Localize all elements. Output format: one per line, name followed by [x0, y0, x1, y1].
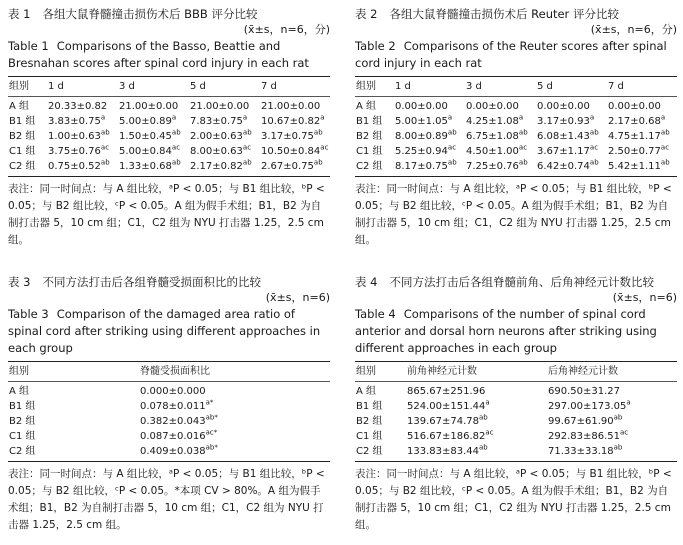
value-cell — [465, 114, 536, 129]
table-2-cn-heading — [355, 6, 677, 22]
column-header: 组别 — [356, 366, 376, 377]
value-cell — [607, 144, 677, 159]
value-cell — [260, 144, 330, 159]
cell-value: 3.17±0.75 — [261, 131, 314, 142]
value-cell — [547, 429, 677, 444]
significance-marker: a — [242, 113, 248, 122]
table-1-cn-heading — [8, 6, 330, 22]
significance-marker: ab — [660, 128, 670, 137]
value-cell — [118, 114, 189, 129]
value-cell — [118, 159, 189, 177]
table-4-note: 表注：同一时间点：与 A 组比较，ᵃP < 0.05；与 B1 组比较，ᵇP < 0.05；与 B2 组比较，ᶜP < 0.05。A 组为假手术组；B1，B2 为自制打击器 5，10 cm 组；C1，C2 组为 NYU 打击器 1.25，2.5 cm 组。 — [355, 468, 672, 531]
table-3-panel — [8, 274, 330, 534]
group-cell: C2 组 — [9, 161, 36, 172]
cell-value: 0.087±0.016 — [140, 431, 206, 442]
cell-value: 3.75±0.76 — [48, 146, 101, 157]
group-cell: A 组 — [356, 101, 377, 112]
significance-marker: ac — [485, 428, 494, 437]
value-cell — [465, 97, 536, 115]
value-cell — [607, 159, 677, 177]
table-4 — [355, 361, 677, 462]
significance-marker: a — [626, 398, 631, 407]
group-cell: B2 组 — [356, 416, 383, 427]
column-header: 3 d — [466, 81, 482, 92]
value-cell — [406, 382, 547, 400]
value-cell — [406, 399, 547, 414]
cell-value: 2.17±0.82 — [190, 161, 243, 172]
group-cell: C2 组 — [356, 446, 383, 457]
table-row — [355, 429, 677, 444]
table-4-cn-number: 表 4 — [355, 275, 378, 289]
value-cell — [118, 129, 189, 144]
column-header: 1 d — [395, 81, 411, 92]
cell-value: 690.50±31.27 — [548, 386, 620, 397]
table-row — [355, 129, 677, 144]
cell-value: 5.42±1.11 — [608, 161, 661, 172]
table-header-row — [8, 362, 330, 382]
table-2-en-title: Comparisons of the Reuter scores after spinal cord injury in each rat — [355, 39, 667, 70]
table-2 — [355, 76, 677, 177]
significance-marker: ab — [613, 443, 623, 452]
table-row — [355, 444, 677, 462]
cell-value: 292.83±86.51 — [548, 431, 620, 442]
significance-marker: ab — [100, 128, 110, 137]
significance-marker: ab* — [205, 413, 218, 422]
significance-marker: ab* — [205, 443, 218, 452]
value-cell — [139, 429, 330, 444]
cell-value: 6.42±0.74 — [537, 161, 590, 172]
group-cell: B1 组 — [9, 401, 36, 412]
table-3-cn-heading — [8, 274, 330, 290]
value-cell — [406, 444, 547, 462]
value-cell — [139, 382, 330, 400]
group-cell: C2 组 — [9, 446, 36, 457]
group-cell: C1 组 — [356, 431, 383, 442]
cell-value: 2.17±0.68 — [608, 116, 661, 127]
significance-marker: ac — [589, 143, 599, 152]
column-header: 3 d — [119, 81, 135, 92]
value-cell — [536, 129, 607, 144]
value-cell — [547, 399, 677, 414]
table-row — [8, 97, 330, 115]
significance-marker: a — [660, 113, 666, 122]
group-cell: B1 组 — [356, 401, 383, 412]
cell-value: 297.00±173.05 — [548, 401, 627, 412]
cell-value: 2.00±0.63 — [190, 131, 243, 142]
cell-value: 71.33±33.18 — [548, 446, 614, 457]
table-4-stat-label: (x̄±s，n=6) — [612, 291, 677, 304]
significance-marker: ac — [100, 143, 110, 152]
group-cell: B1 组 — [9, 116, 36, 127]
value-cell — [189, 129, 260, 144]
value-cell — [547, 382, 677, 400]
table-row — [8, 114, 330, 129]
column-header: 组别 — [9, 366, 29, 377]
table-row — [355, 159, 677, 177]
cell-value: 5.00±0.89 — [119, 116, 172, 127]
cell-value: 2.50±0.77 — [608, 146, 661, 157]
cell-value: 4.50±1.00 — [466, 146, 519, 157]
group-cell: C1 组 — [356, 146, 383, 157]
column-header: 5 d — [190, 81, 206, 92]
cell-value: 0.409±0.038 — [140, 446, 206, 457]
significance-marker: ab — [589, 128, 599, 137]
value-cell — [47, 144, 118, 159]
cell-value: 20.33±0.82 — [48, 101, 108, 112]
significance-marker: a — [320, 113, 325, 122]
cell-value: 0.382±0.043 — [140, 416, 206, 427]
cell-value: 0.00±0.00 — [537, 101, 590, 112]
value-cell — [260, 114, 330, 129]
value-cell — [536, 97, 607, 115]
cell-value: 4.75±1.17 — [608, 131, 661, 142]
value-cell — [394, 159, 465, 177]
significance-marker: ac — [660, 143, 670, 152]
significance-marker: a* — [205, 398, 214, 407]
cell-value: 133.83±83.44 — [407, 446, 479, 457]
cell-value: 1.33±0.68 — [119, 161, 172, 172]
significance-marker: ab — [518, 128, 528, 137]
table-row — [8, 399, 330, 414]
table-2-en-number: Table 2 — [355, 39, 396, 53]
column-header: 组别 — [9, 81, 29, 92]
significance-marker: ab — [242, 158, 252, 167]
table-row — [355, 399, 677, 414]
significance-marker: ab — [171, 128, 181, 137]
group-cell: B1 组 — [356, 116, 383, 127]
cell-value: 5.00±1.05 — [395, 116, 448, 127]
value-cell — [139, 399, 330, 414]
table-header-row — [8, 77, 330, 97]
significance-marker: ab — [660, 158, 670, 167]
column-header: 7 d — [261, 81, 277, 92]
value-cell — [47, 114, 118, 129]
table-row — [355, 414, 677, 429]
table-4-cn-title: 不同方法打击后各组脊髓前角、后角神经元计数比较 — [389, 275, 654, 289]
value-cell — [465, 159, 536, 177]
value-cell — [607, 129, 677, 144]
cell-value: 4.25±1.08 — [466, 116, 519, 127]
table-3 — [8, 361, 330, 462]
table-3-cn-title: 不同方法打击后各组脊髓受损面积比的比较 — [42, 275, 261, 289]
value-cell — [547, 414, 677, 429]
cell-value: 3.17±0.93 — [537, 116, 590, 127]
significance-marker: ac — [447, 143, 457, 152]
significance-marker: ac — [171, 143, 181, 152]
significance-marker: ac* — [205, 428, 218, 437]
value-cell — [394, 97, 465, 115]
cell-value: 0.00±0.00 — [608, 101, 661, 112]
group-cell: C1 组 — [9, 431, 36, 442]
value-cell — [189, 97, 260, 115]
table-3-cn-number: 表 3 — [8, 275, 31, 289]
table-2-cn-number: 表 2 — [355, 7, 378, 21]
significance-marker: ab — [613, 413, 623, 422]
cell-value: 8.00±0.63 — [190, 146, 243, 157]
table-row — [8, 159, 330, 177]
cell-value: 3.83±0.75 — [48, 116, 101, 127]
cell-value: 0.00±0.00 — [395, 101, 448, 112]
cell-value: 8.17±0.75 — [395, 161, 448, 172]
column-header: 脊髓受损面积比 — [140, 366, 210, 377]
table-2-panel — [355, 6, 677, 249]
cell-value: 1.50±0.45 — [119, 131, 172, 142]
table-row — [355, 114, 677, 129]
value-cell — [139, 444, 330, 462]
table-row — [355, 144, 677, 159]
value-cell — [260, 97, 330, 115]
table-1 — [8, 76, 330, 177]
value-cell — [607, 97, 677, 115]
table-3-en-title: Comparison of the damaged area ratio of spinal cord after striking using different approaches in each group — [8, 307, 321, 355]
significance-marker: ab — [313, 158, 323, 167]
value-cell — [607, 114, 677, 129]
table-1-panel — [8, 6, 330, 249]
value-cell — [260, 159, 330, 177]
value-cell — [547, 444, 677, 462]
cell-value: 5.00±0.84 — [119, 146, 172, 157]
value-cell — [536, 114, 607, 129]
cell-value: 1.00±0.63 — [48, 131, 101, 142]
significance-marker: ac — [518, 143, 528, 152]
group-cell: A 组 — [9, 386, 30, 397]
table-row — [8, 144, 330, 159]
cell-value: 0.078±0.011 — [140, 401, 206, 412]
significance-marker: ab — [447, 158, 457, 167]
table-1-note: 表注：同一时间点：与 A 组比较，ᵃP < 0.05；与 B1 组比较，ᵇP < 0.05；与 B2 组比较，ᶜP < 0.05。A 组为假手术组；B1，B2 为自制打击器 5，10 cm 组；C1，C2 组为 NYU 打击器 1.25，2.5 cm 组。 — [8, 183, 325, 246]
cell-value: 7.25±0.76 — [466, 161, 519, 172]
value-cell — [47, 159, 118, 177]
column-header: 前角神经元计数 — [407, 366, 477, 377]
cell-value: 0.000±0.000 — [140, 386, 206, 397]
cell-value: 865.67±251.96 — [407, 386, 486, 397]
table-1-cn-title: 各组大鼠脊髓撞击损伤术后 BBB 评分比较 — [42, 7, 258, 21]
group-cell: A 组 — [356, 386, 377, 397]
cell-value: 21.00±0.00 — [261, 101, 321, 112]
group-cell: B2 组 — [9, 416, 36, 427]
value-cell — [47, 129, 118, 144]
value-cell — [189, 144, 260, 159]
table-3-stat-label: (x̄±s，n=6) — [265, 291, 330, 304]
cell-value: 6.75±1.08 — [466, 131, 519, 142]
cell-value: 5.25±0.94 — [395, 146, 448, 157]
table-row — [355, 382, 677, 400]
significance-marker: a — [447, 113, 453, 122]
cell-value: 21.00±0.00 — [119, 101, 179, 112]
group-cell: A 组 — [9, 101, 30, 112]
table-row — [355, 97, 677, 115]
cell-value: 10.50±0.84 — [261, 146, 321, 157]
table-1-cn-number: 表 1 — [8, 7, 31, 21]
significance-marker: ab — [447, 128, 457, 137]
column-header: 后角神经元计数 — [548, 366, 618, 377]
significance-marker: ac — [242, 143, 252, 152]
group-cell: B2 组 — [9, 131, 36, 142]
table-1-stat-label: (x̄±s，n=6，分) — [243, 23, 330, 36]
significance-marker: ab — [100, 158, 110, 167]
table-header-row — [355, 77, 677, 97]
cell-value: 139.67±74.78 — [407, 416, 479, 427]
significance-marker: ab — [479, 443, 488, 452]
group-cell: B2 组 — [356, 131, 383, 142]
cell-value: 3.67±1.17 — [537, 146, 590, 157]
table-3-en-number: Table 3 — [8, 307, 49, 321]
cell-value: 7.83±0.75 — [190, 116, 243, 127]
table-2-stat-label: (x̄±s，n=6，分) — [590, 23, 677, 36]
cell-value: 516.67±186.82 — [407, 431, 486, 442]
significance-marker: ab — [518, 158, 528, 167]
significance-marker: a — [485, 398, 490, 407]
column-header: 5 d — [537, 81, 553, 92]
value-cell — [406, 414, 547, 429]
significance-marker: ab — [479, 413, 488, 422]
column-header: 1 d — [48, 81, 64, 92]
cell-value: 8.00±0.89 — [395, 131, 448, 142]
table-header-row — [355, 362, 677, 382]
value-cell — [465, 144, 536, 159]
cell-value: 2.67±0.75 — [261, 161, 314, 172]
value-cell — [394, 114, 465, 129]
significance-marker: a — [171, 113, 177, 122]
table-row — [8, 429, 330, 444]
value-cell — [394, 144, 465, 159]
group-cell: C2 组 — [356, 161, 383, 172]
value-cell — [139, 414, 330, 429]
value-cell — [536, 159, 607, 177]
table-4-cn-heading — [355, 274, 677, 290]
column-header: 7 d — [608, 81, 624, 92]
table-2-cn-title: 各组大鼠脊髓撞击损伤术后 Reuter 评分比较 — [389, 7, 619, 21]
column-header: 组别 — [356, 81, 376, 92]
table-row — [8, 129, 330, 144]
table-1-en-heading — [8, 38, 330, 72]
value-cell — [465, 129, 536, 144]
significance-marker: a — [100, 113, 106, 122]
value-cell — [536, 144, 607, 159]
value-cell — [47, 97, 118, 115]
value-cell — [394, 129, 465, 144]
value-cell — [189, 114, 260, 129]
significance-marker: ac — [620, 428, 629, 437]
table-row — [8, 444, 330, 462]
significance-marker: ab — [242, 128, 252, 137]
cell-value: 6.08±1.43 — [537, 131, 590, 142]
significance-marker: ab — [171, 158, 181, 167]
group-cell: C1 组 — [9, 146, 36, 157]
value-cell — [189, 159, 260, 177]
table-2-en-heading — [355, 38, 677, 72]
table-row — [8, 414, 330, 429]
significance-marker: a — [518, 113, 524, 122]
table-4-en-heading — [355, 306, 677, 357]
table-3-note: 表注：同一时间点：与 A 组比较，ᵃP < 0.05；与 B1 组比较，ᵇP < 0.05；与 B2 组比较，ᶜP < 0.05。*本项 CV > 80%。A 组为假手术组；B1，B2 为自制打击器 5，10 cm 组；C1，C2 组为 NYU 打击器 1.25，2.5 cm 组。 — [8, 468, 325, 531]
table-4-en-number: Table 4 — [355, 307, 396, 321]
table-2-note: 表注：同一时间点：与 A 组比较，ᵃP < 0.05；与 B1 组比较，ᵇP < 0.05；与 B2 组比较，ᶜP < 0.05。A 组为假手术组；B1，B2 为自制打击器 5，10 cm 组；C1，C2 组为 NYU 打击器 1.25，2.5 cm 组。 — [355, 183, 672, 246]
significance-marker: ac — [320, 143, 329, 152]
cell-value: 10.67±0.82 — [261, 116, 321, 127]
table-4-panel — [355, 274, 677, 534]
cell-value: 0.75±0.52 — [48, 161, 101, 172]
significance-marker: a — [589, 113, 595, 122]
table-1-en-number: Table 1 — [8, 39, 49, 53]
value-cell — [118, 97, 189, 115]
table-4-en-title: Comparisons of the number of spinal cord anterior and dorsal horn neurons after striking using different approaches in each group — [355, 307, 657, 355]
cell-value: 0.00±0.00 — [466, 101, 519, 112]
cell-value: 99.67±61.90 — [548, 416, 614, 427]
cell-value: 21.00±0.00 — [190, 101, 250, 112]
significance-marker: ab — [589, 158, 599, 167]
significance-marker: ab — [313, 128, 323, 137]
table-row — [8, 382, 330, 400]
table-1-en-title: Comparisons of the Basso, Beattie and Bresnahan scores after spinal cord injury in each rat — [8, 39, 309, 70]
cell-value: 524.00±151.44 — [407, 401, 486, 412]
value-cell — [260, 129, 330, 144]
value-cell — [406, 429, 547, 444]
table-3-en-heading — [8, 306, 330, 357]
value-cell — [118, 144, 189, 159]
